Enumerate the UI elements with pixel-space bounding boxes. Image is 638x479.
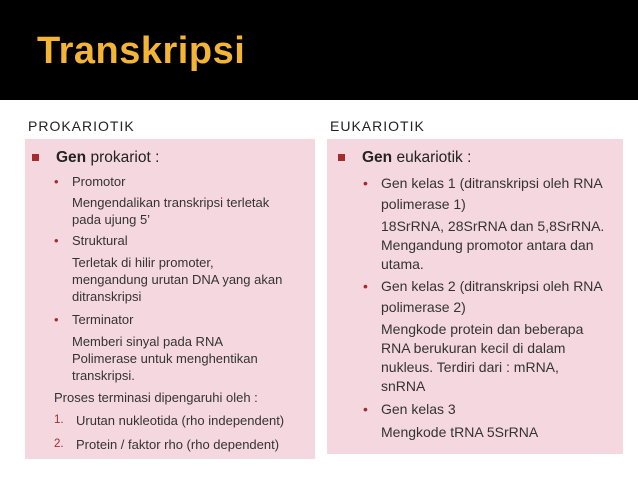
dot-bullet-icon: • xyxy=(54,174,59,189)
dot-bullet-icon: • xyxy=(54,233,59,248)
slide-title: Transkripsi xyxy=(37,30,246,72)
class3-desc: Mengkode tRNA 5SrRNA xyxy=(381,424,539,440)
heading-eukariotik: EUKARIOTIK xyxy=(330,118,425,134)
struktural-label: Struktural xyxy=(72,233,128,248)
terminator-desc-3: transkripsi. xyxy=(72,368,135,383)
prokariotik-panel xyxy=(25,139,315,459)
dot-bullet-icon: • xyxy=(363,278,368,294)
square-bullet-icon xyxy=(338,154,345,161)
dot-bullet-icon: • xyxy=(363,401,368,417)
promotor-desc-2: pada ujung 5’ xyxy=(72,212,151,227)
terminator-desc-2: Polimerase untuk menghentikan xyxy=(72,351,258,366)
class1-desc-1: 18SrRNA, 28SrRNA dan 5,8SrRNA. xyxy=(381,218,605,234)
eukariotik-panel xyxy=(327,139,623,454)
class2-desc-2: RNA berukuran kecil di dalam xyxy=(381,340,566,356)
class1-desc-2: Mengandung promotor antara dan xyxy=(381,237,594,253)
gen-eukariotik-rest: eukariotik : xyxy=(396,149,472,166)
struktural-desc-1: Terletak di hilir promoter, xyxy=(72,255,214,270)
gen-kelas-2-line-2: polimerase 2) xyxy=(381,299,466,315)
number-1: 1. xyxy=(54,414,64,426)
gen-kelas-1-line-2: polimerase 1) xyxy=(381,196,466,212)
terminator-desc-1: Memberi sinyal pada RNA xyxy=(72,334,224,349)
gen-prokariot-rest: prokariot : xyxy=(90,149,160,166)
gen-kelas-2-line-1: Gen kelas 2 (ditranskripsi oleh RNA xyxy=(381,278,603,294)
termination-intro: Proses terminasi dipengaruhi oleh : xyxy=(54,390,258,405)
numbered-item-2: Protein / faktor rho (rho dependent) xyxy=(76,437,280,452)
number-2: 2. xyxy=(54,438,64,450)
promotor-label: Promotor xyxy=(72,174,126,189)
dot-bullet-icon: • xyxy=(363,175,368,191)
gen-label: Gen xyxy=(362,149,393,166)
square-bullet-icon xyxy=(32,154,39,161)
struktural-desc-2: mengandung urutan DNA yang akan xyxy=(72,272,283,287)
gen-kelas-3-label: Gen kelas 3 xyxy=(381,401,456,417)
class2-desc-3: nukleus. Terdiri dari : mRNA, xyxy=(381,359,559,375)
gen-kelas-1-line-1: Gen kelas 1 (ditranskripsi oleh RNA xyxy=(381,175,603,191)
terminator-label: Terminator xyxy=(72,312,134,327)
promotor-desc-1: Mengendalikan transkripsi terletak xyxy=(72,195,270,210)
dot-bullet-icon: • xyxy=(54,312,59,327)
gen-label: Gen xyxy=(56,149,87,166)
class1-desc-3: utama. xyxy=(381,256,424,272)
numbered-item-1: Urutan nukleotida (rho independent) xyxy=(76,413,285,428)
struktural-desc-3: ditranskripsi xyxy=(72,289,142,304)
heading-prokariotik: PROKARIOTIK xyxy=(28,118,135,134)
class2-desc-4: snRNA xyxy=(381,378,426,394)
class2-desc-1: Mengkode protein dan beberapa xyxy=(381,321,584,337)
